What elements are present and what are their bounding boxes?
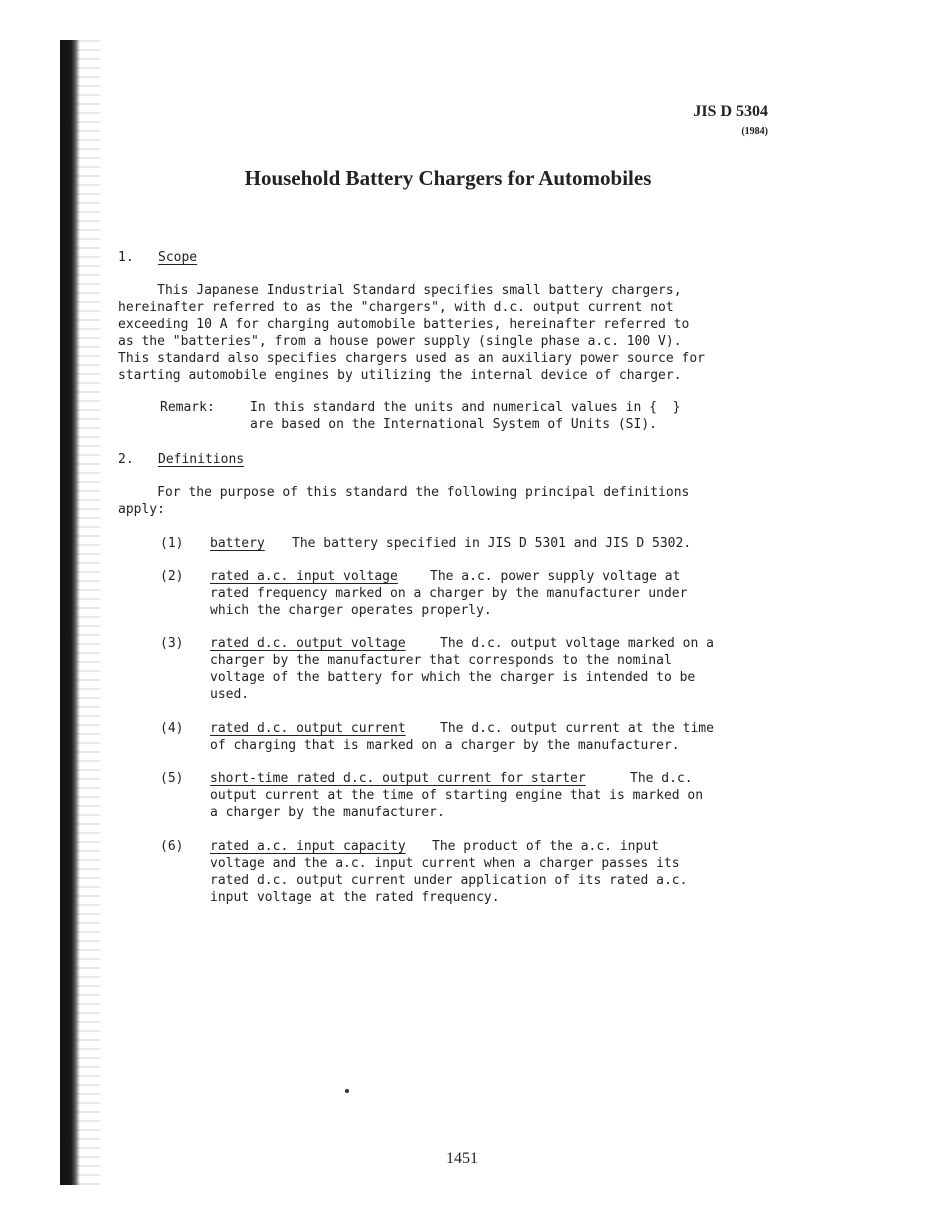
definition-2-term: rated a.c. input voltage [210,569,398,584]
section-2-number: 2. [118,452,134,467]
definition-6-line-4: input voltage at the rated frequency. [210,890,500,905]
definition-6-line-1: The product of the a.c. input [432,839,659,854]
scope-line-2: hereinafter referred to as the "chargers", with d.c. output current not [118,300,674,315]
definition-5-number: (5) [160,771,184,786]
scope-line-3: exceeding 10 A for charging automobile batteries, hereinafter referred to [118,317,690,332]
section-2-heading: Definitions [158,452,245,467]
standard-code: JIS D 5304 [693,103,768,120]
definition-4-line-2: of charging that is marked on a charger by the manufacturer. [210,738,680,753]
definition-4-term: rated d.c. output current [210,721,406,736]
definition-6-term: rated a.c. input capacity [210,839,406,854]
definition-6-line-3: rated d.c. output current under application of its rated a.c. [210,873,688,888]
definition-2-line-2: rated frequency marked on a charger by the manufacturer under [210,586,688,601]
definition-6-number: (6) [160,839,184,854]
definition-3-number: (3) [160,636,184,651]
definition-1-term: battery [210,536,265,551]
definition-1-number: (1) [160,536,184,551]
definition-1-line-1: The battery specified in JIS D 5301 and JIS D 5302. [292,536,692,551]
definition-4-number: (4) [160,721,184,736]
scope-line-4: as the "batteries", from a house power supply (single phase a.c. 100 V). [118,334,682,349]
section-1-heading: Scope [158,250,198,265]
scope-line-1: This Japanese Industrial Standard specifies small battery chargers, [118,283,682,298]
definition-6-line-2: voltage and the a.c. input current when a charger passes its [210,856,680,871]
definition-2-line-1: The a.c. power supply voltage at [430,569,681,584]
definition-5-term: short-time rated d.c. output current for starter [210,771,586,786]
definition-3-line-2: charger by the manufacturer that corresponds to the nominal [210,653,672,668]
definitions-intro-line-1: For the purpose of this standard the following principal definitions [118,485,690,500]
scan-binding-specks [76,40,100,1185]
scope-line-6: starting automobile engines by utilizing the internal device of charger. [118,368,682,383]
definition-5-line-1: The d.c. [630,771,693,786]
definition-3-line-3: voltage of the battery for which the charger is intended to be [210,670,696,685]
definitions-intro-line-2: apply: [118,502,165,517]
scan-speck [345,1089,349,1093]
definition-3-line-1: The d.c. output voltage marked on a [440,636,714,651]
definition-4-line-1: The d.c. output current at the time [440,721,714,736]
page-number: 1451 [446,1150,478,1167]
definition-3-line-4: used. [210,687,250,702]
standard-year: (1984) [741,126,768,137]
definition-5-line-2: output current at the time of starting engine that is marked on [210,788,704,803]
definition-2-line-3: which the charger operates properly. [210,603,492,618]
document-title: Household Battery Chargers for Automobiles [244,166,652,190]
remark-line-2: are based on the International System of Units (SI). [250,417,657,432]
definition-3-term: rated d.c. output voltage [210,636,406,651]
definition-2-number: (2) [160,569,184,584]
section-1-number: 1. [118,250,134,265]
definition-5-line-3: a charger by the manufacturer. [210,805,445,820]
remark-line-1: In this standard the units and numerical values in { } [250,400,681,415]
scope-line-5: This standard also specifies chargers used as an auxiliary power source for [118,351,705,366]
remark-label: Remark: [160,400,215,415]
